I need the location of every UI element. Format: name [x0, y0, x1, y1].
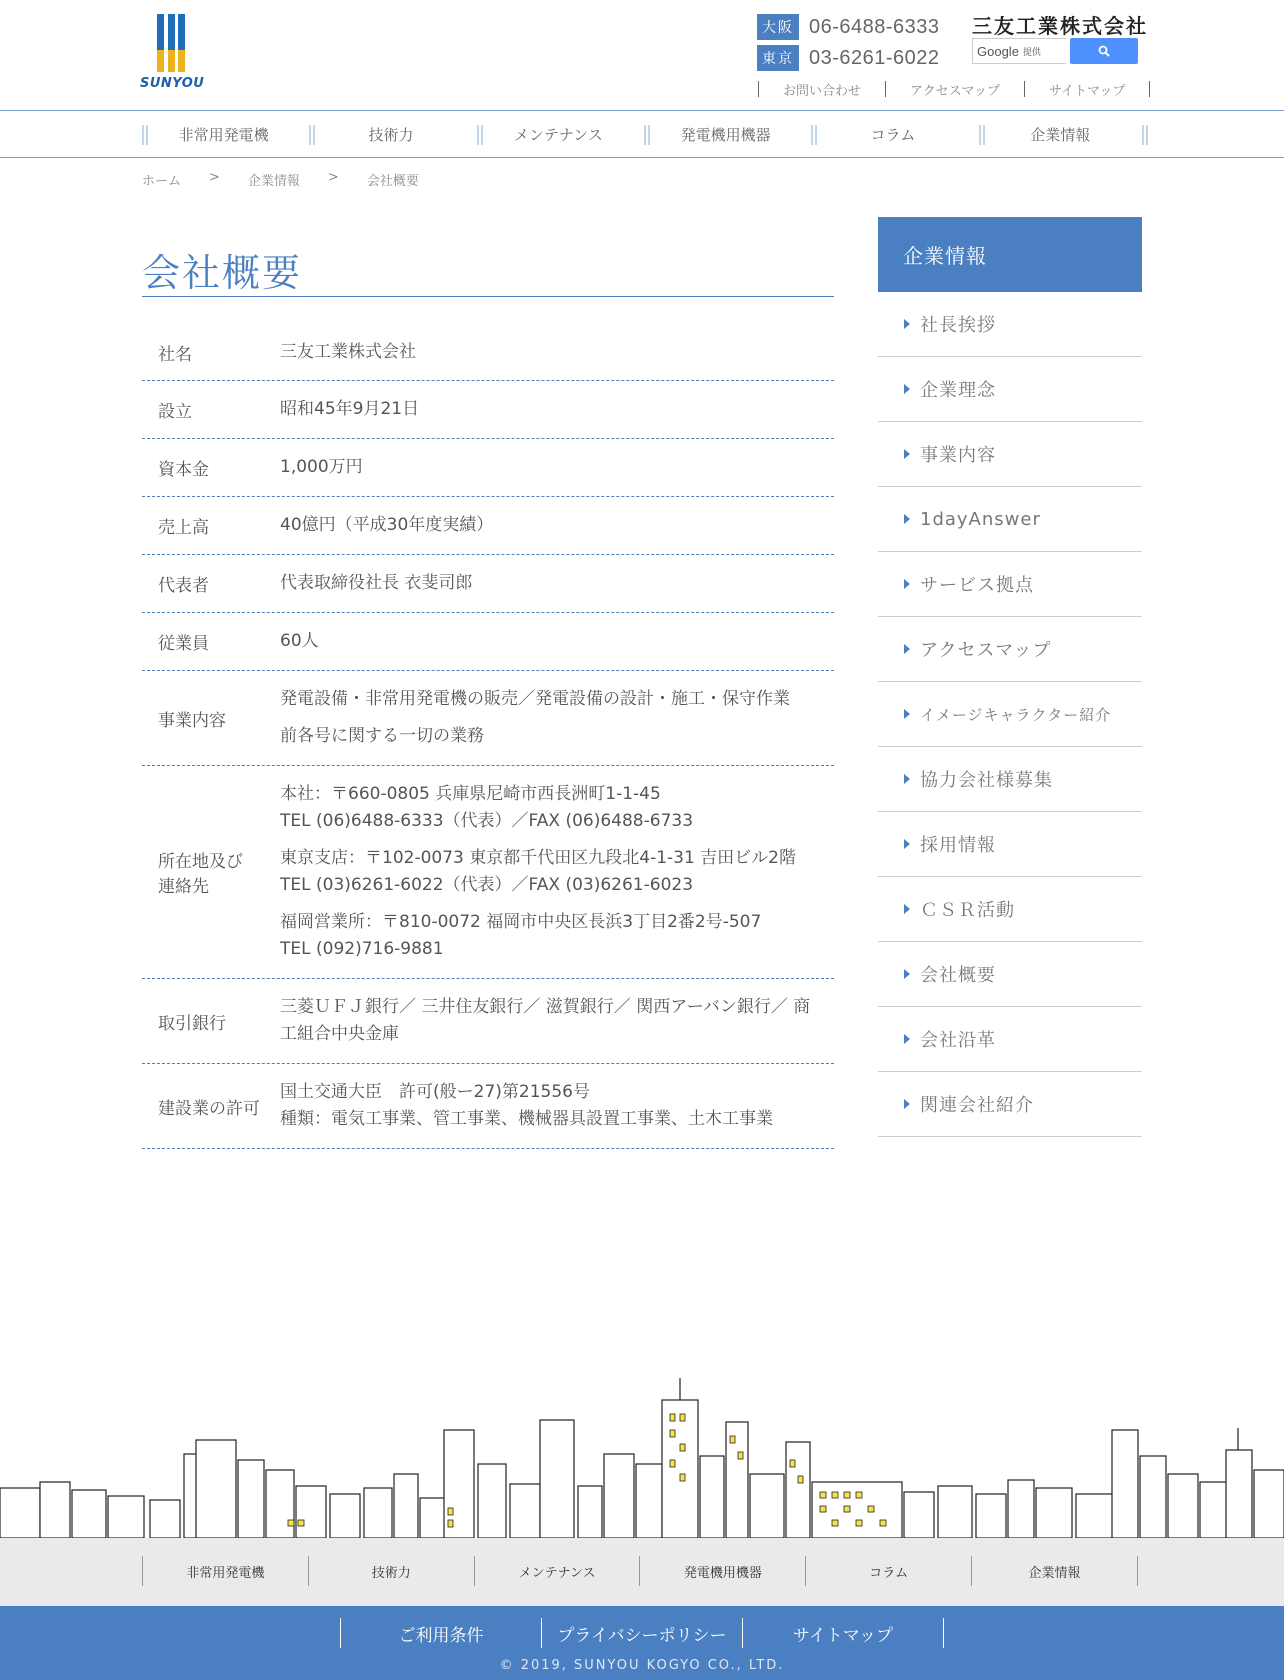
- google-provided: 提供: [1022, 47, 1041, 58]
- logo-mark: [157, 14, 185, 72]
- site-header: [0, 0, 1284, 110]
- sidebar: [878, 217, 1142, 1137]
- search-button[interactable]: [1070, 38, 1138, 64]
- site-search: [972, 38, 1138, 64]
- breadcrumb-separator: >: [209, 170, 220, 185]
- arrow-right-icon: [904, 839, 910, 849]
- info-value: 国土交通大臣 許可(般ー27)第21556号 種類：電気工事業、管工事業、機械器具設置工事業、土木工事業: [280, 1082, 773, 1129]
- info-row-established: [142, 381, 834, 439]
- info-label: 社名: [158, 344, 192, 365]
- nav-item-maintenance[interactable]: メンテナンス: [475, 111, 642, 157]
- arrow-right-icon: [904, 514, 910, 524]
- info-row-business: [142, 671, 834, 766]
- arrow-right-icon: [904, 1099, 910, 1109]
- city-skyline-illustration: [0, 1370, 1284, 1538]
- footer-nav-generator[interactable]: 非常用発電機: [143, 1556, 309, 1586]
- arrow-right-icon: [904, 384, 910, 394]
- util-link-contact[interactable]: お問い合わせ: [783, 83, 862, 99]
- info-value: 代表取締役社長 衣斐司郎: [280, 573, 473, 593]
- info-row-name: [142, 324, 834, 381]
- nav-item-company[interactable]: 企業情報: [977, 111, 1144, 157]
- breadcrumb-current: 会社概要: [366, 174, 419, 189]
- footer-link-sitemap[interactable]: サイトマップ: [743, 1618, 944, 1648]
- info-label: 設立: [158, 402, 192, 422]
- phone-city-badge: 大阪: [757, 14, 799, 40]
- utility-links: [758, 80, 1150, 98]
- info-value: 40億円（平成30年度実績）: [280, 515, 494, 535]
- breadcrumb: [142, 170, 419, 189]
- breadcrumb-company[interactable]: 企業情報: [247, 174, 300, 189]
- sidebar-item-character[interactable]: イメージキャラクター紹介: [878, 682, 1142, 747]
- footer-link-privacy[interactable]: プライバシーポリシー: [542, 1618, 743, 1648]
- phone-number[interactable]: 03-6261-6022: [809, 46, 940, 69]
- info-row-locations: [142, 766, 834, 979]
- info-row-capital: [142, 439, 834, 497]
- sidebar-item-service-bases[interactable]: サービス拠点: [878, 552, 1142, 617]
- util-link-access[interactable]: アクセスマップ: [910, 83, 1000, 99]
- search-icon: [1098, 45, 1110, 57]
- phone-tokyo: [757, 45, 940, 71]
- sidebar-item-overview[interactable]: 会社概要: [878, 942, 1142, 1007]
- arrow-right-icon: [904, 579, 910, 589]
- info-row-employees: [142, 613, 834, 671]
- search-input[interactable]: [972, 38, 1066, 64]
- info-value: 三友工業株式会社: [280, 341, 416, 362]
- info-row-license: [142, 1064, 834, 1149]
- phone-number[interactable]: 06-6488-6333: [809, 15, 940, 38]
- info-label: 所在地及び 連絡先: [158, 852, 243, 897]
- copyright: © 2019, SUNYOU KOGYO CO., LTD.: [499, 1658, 785, 1673]
- info-value: 本社：〒660-0805 兵庫県尼崎市西長洲町1-1-45 TEL (06)6488-6333（代表）／FAX (06)6488-6733 東京支店：〒102-0073 東京都千代田区九段北4-1-31 吉田ビル2階 TEL (03)6261-6022（代表）／FAX (03)6261-6023 福岡営業所：〒810-0072 福岡市中央区長浜3丁目2番2号-507 TEL (092)716-9881: [280, 784, 797, 959]
- arrow-right-icon: [904, 644, 910, 654]
- sidebar-item-greeting[interactable]: 社長挨拶: [878, 292, 1142, 357]
- footer-nav-company[interactable]: 企業情報: [972, 1556, 1138, 1586]
- info-label: 従業員: [158, 634, 209, 654]
- phone-osaka: [757, 14, 940, 40]
- company-info-table: [142, 324, 834, 1149]
- info-row-banks: [142, 979, 834, 1064]
- sidebar-item-access-map[interactable]: アクセスマップ: [878, 617, 1142, 682]
- sidebar-item-partners[interactable]: 協力会社様募集: [878, 747, 1142, 812]
- info-value: 三菱ＵＦＪ銀行／ 三井住友銀行／ 滋賀銀行／ 関西アーバン銀行／ 商 工組合中央金庫: [280, 997, 811, 1044]
- info-value: 発電設備・非常用発電機の販売／発電設備の設計・施工・保守作業 前各号に関する一切の業務: [280, 689, 790, 746]
- nav-item-equipment[interactable]: 発電機用機器: [642, 111, 809, 157]
- info-label: 代表者: [158, 576, 209, 596]
- phone-city-badge: 東京: [757, 45, 799, 71]
- google-brand: Google: [977, 43, 1019, 59]
- arrow-right-icon: [904, 774, 910, 784]
- nav-item-technology[interactable]: 技術力: [307, 111, 474, 157]
- sidebar-item-1dayanswer[interactable]: 1dayAnswer: [878, 487, 1142, 552]
- title-underline: [142, 296, 834, 297]
- sidebar-item-business[interactable]: 事業内容: [878, 422, 1142, 487]
- sunyou-logo[interactable]: [140, 14, 204, 94]
- arrow-right-icon: [904, 969, 910, 979]
- company-name: 三友工業株式会社: [972, 14, 1148, 38]
- footer-nav-technology[interactable]: 技術力: [309, 1556, 475, 1586]
- info-value: 60人: [280, 631, 319, 651]
- global-nav: [0, 110, 1284, 158]
- info-row-sales: [142, 497, 834, 555]
- sidebar-item-affiliates[interactable]: 関連会社紹介: [878, 1072, 1142, 1137]
- logo-text: SUNYOU: [140, 76, 205, 91]
- info-label: 建設業の許可: [158, 1098, 260, 1119]
- info-label: 取引銀行: [158, 1013, 226, 1034]
- arrow-right-icon: [904, 1034, 910, 1044]
- arrow-right-icon: [904, 319, 910, 329]
- util-link-sitemap[interactable]: サイトマップ: [1048, 83, 1126, 99]
- footer-nav-equipment[interactable]: 発電機用機器: [640, 1556, 806, 1586]
- info-label: 資本金: [158, 460, 209, 480]
- info-label: 事業内容: [158, 710, 226, 731]
- breadcrumb-separator: >: [327, 170, 339, 185]
- sidebar-item-csr[interactable]: ＣＳＲ活動: [878, 877, 1142, 942]
- info-value: 1,000万円: [280, 457, 363, 477]
- info-label: 売上高: [158, 518, 209, 538]
- footer-bottom: [0, 1606, 1284, 1680]
- footer-link-terms[interactable]: ご利用条件: [341, 1618, 542, 1648]
- sidebar-item-history[interactable]: 会社沿革: [878, 1007, 1142, 1072]
- nav-item-generator[interactable]: 非常用発電機: [140, 111, 307, 157]
- sidebar-title[interactable]: 企業情報: [878, 217, 1142, 292]
- arrow-right-icon: [904, 449, 910, 459]
- arrow-right-icon: [904, 709, 910, 719]
- footer-nav: [0, 1538, 1284, 1606]
- arrow-right-icon: [904, 904, 910, 914]
- breadcrumb-home[interactable]: ホーム: [142, 174, 182, 189]
- sidebar-item-recruit[interactable]: 採用情報: [878, 812, 1142, 877]
- footer-nav-column[interactable]: コラム: [806, 1556, 972, 1586]
- sidebar-item-philosophy[interactable]: 企業理念: [878, 357, 1142, 422]
- nav-item-column[interactable]: コラム: [809, 111, 976, 157]
- info-row-representative: [142, 555, 834, 613]
- page-title: 会社概要: [142, 251, 303, 295]
- footer-nav-maintenance[interactable]: メンテナンス: [475, 1556, 641, 1586]
- info-value: 昭和45年9月21日: [280, 399, 420, 419]
